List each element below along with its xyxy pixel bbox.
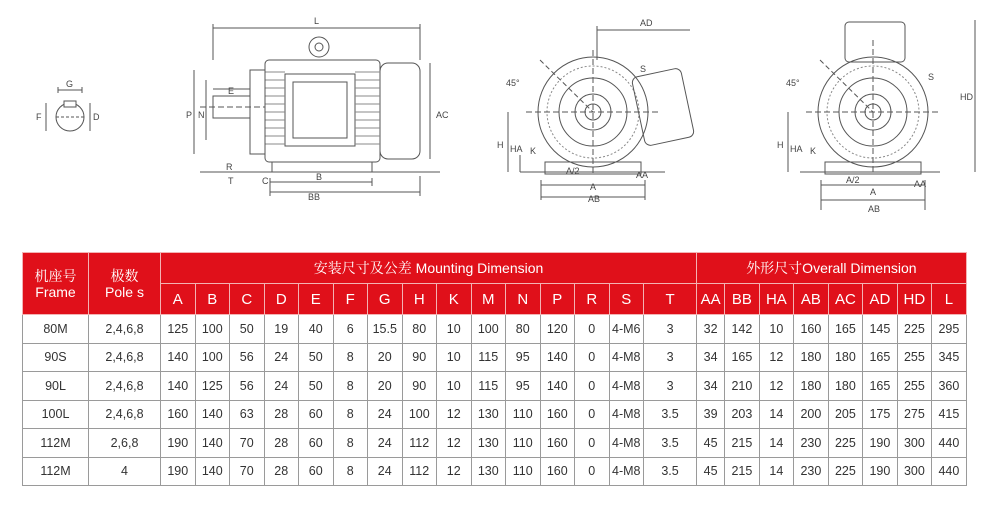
value-cell-e: 60 bbox=[299, 457, 334, 486]
drawing-label-hd: HD bbox=[960, 92, 973, 102]
value-cell-k: 10 bbox=[437, 315, 472, 344]
drawing-label-a-front: A bbox=[590, 182, 597, 192]
column-header-f: F bbox=[333, 284, 368, 315]
value-cell-ad: 190 bbox=[863, 457, 898, 486]
value-cell-p: 140 bbox=[540, 372, 575, 401]
value-cell-ad: 190 bbox=[863, 429, 898, 458]
value-cell-ab: 200 bbox=[794, 400, 829, 429]
value-cell-s: 4-M8 bbox=[609, 372, 644, 401]
value-cell-c: 56 bbox=[230, 343, 265, 372]
value-cell-p: 160 bbox=[540, 400, 575, 429]
value-cell-ac: 205 bbox=[828, 400, 863, 429]
frame-cell: 112M bbox=[23, 429, 89, 458]
value-cell-hd: 300 bbox=[897, 429, 932, 458]
value-cell-k: 12 bbox=[437, 429, 472, 458]
column-header-h: H bbox=[402, 284, 437, 315]
value-cell-ha: 14 bbox=[759, 457, 794, 486]
value-cell-n: 110 bbox=[506, 429, 541, 458]
drawing-label-ad: AD bbox=[640, 18, 653, 28]
value-cell-k: 10 bbox=[437, 372, 472, 401]
value-cell-aa: 39 bbox=[697, 400, 725, 429]
value-cell-bb: 215 bbox=[725, 457, 760, 486]
value-cell-l: 345 bbox=[932, 343, 967, 372]
pole-cell: 2,6,8 bbox=[89, 429, 161, 458]
column-header-ha: HA bbox=[759, 284, 794, 315]
column-header-d: D bbox=[264, 284, 299, 315]
value-cell-r: 0 bbox=[575, 400, 610, 429]
frame-cell: 90L bbox=[23, 372, 89, 401]
value-cell-e: 60 bbox=[299, 400, 334, 429]
drawing-label-n: N bbox=[198, 110, 205, 120]
value-cell-h: 90 bbox=[402, 372, 437, 401]
pole-cell: 2,4,6,8 bbox=[89, 372, 161, 401]
value-cell-ac: 180 bbox=[828, 343, 863, 372]
value-cell-a: 125 bbox=[161, 315, 196, 344]
column-header-n: N bbox=[506, 284, 541, 315]
value-cell-t: 3 bbox=[644, 343, 697, 372]
value-cell-k: 12 bbox=[437, 400, 472, 429]
column-header-s: S bbox=[609, 284, 644, 315]
value-cell-e: 50 bbox=[299, 343, 334, 372]
value-cell-ad: 175 bbox=[863, 400, 898, 429]
value-cell-bb: 165 bbox=[725, 343, 760, 372]
frame-cell: 112M bbox=[23, 457, 89, 486]
drawing-label-ha-front: HA bbox=[510, 144, 523, 154]
value-cell-t: 3.5 bbox=[644, 457, 697, 486]
technical-drawings bbox=[0, 0, 1000, 248]
value-cell-f: 8 bbox=[333, 400, 368, 429]
value-cell-ad: 165 bbox=[863, 372, 898, 401]
value-cell-bb: 215 bbox=[725, 429, 760, 458]
value-cell-p: 120 bbox=[540, 315, 575, 344]
value-cell-aa: 34 bbox=[697, 343, 725, 372]
value-cell-hd: 255 bbox=[897, 372, 932, 401]
value-cell-b: 100 bbox=[195, 343, 230, 372]
drawing-label-h-rear: H bbox=[777, 140, 784, 150]
drawing-label-aa-rear: AA bbox=[914, 179, 927, 189]
value-cell-d: 24 bbox=[264, 343, 299, 372]
value-cell-b: 140 bbox=[195, 400, 230, 429]
value-cell-r: 0 bbox=[575, 457, 610, 486]
value-cell-d: 24 bbox=[264, 372, 299, 401]
column-header-ac: AC bbox=[828, 284, 863, 315]
value-cell-ac: 225 bbox=[828, 429, 863, 458]
value-cell-aa: 45 bbox=[697, 429, 725, 458]
shaft-section-drawing bbox=[0, 0, 1000, 248]
value-cell-ac: 225 bbox=[828, 457, 863, 486]
value-cell-aa: 34 bbox=[697, 372, 725, 401]
value-cell-n: 110 bbox=[506, 457, 541, 486]
column-header-m: M bbox=[471, 284, 506, 315]
value-cell-n: 80 bbox=[506, 315, 541, 344]
pole-cell: 2,4,6,8 bbox=[89, 315, 161, 344]
value-cell-e: 40 bbox=[299, 315, 334, 344]
table-row bbox=[23, 457, 996, 486]
value-cell-n: 95 bbox=[506, 343, 541, 372]
drawing-label-a2-front: A/2 bbox=[566, 166, 580, 176]
value-cell-a: 160 bbox=[161, 400, 196, 429]
table-row bbox=[23, 315, 996, 344]
value-cell-bb: 203 bbox=[725, 400, 760, 429]
value-cell-a: 140 bbox=[161, 372, 196, 401]
column-header-ad: AD bbox=[863, 284, 898, 315]
drawing-label-a2-rear: A/2 bbox=[846, 175, 860, 185]
column-header-p: P bbox=[540, 284, 575, 315]
column-header-g: G bbox=[368, 284, 403, 315]
value-cell-c: 63 bbox=[230, 400, 265, 429]
value-cell-r: 0 bbox=[575, 343, 610, 372]
value-cell-p: 160 bbox=[540, 457, 575, 486]
drawing-label-h-front: H bbox=[497, 140, 504, 150]
value-cell-ha: 14 bbox=[759, 429, 794, 458]
value-cell-bb: 142 bbox=[725, 315, 760, 344]
frame-cell: 100L bbox=[23, 400, 89, 429]
value-cell-hd: 275 bbox=[897, 400, 932, 429]
table-row bbox=[23, 343, 996, 372]
value-cell-k: 10 bbox=[437, 343, 472, 372]
drawing-label-b: B bbox=[316, 172, 323, 182]
drawing-label-c: C bbox=[262, 176, 269, 186]
pole-cell: 2,4,6,8 bbox=[89, 343, 161, 372]
value-cell-b: 125 bbox=[195, 372, 230, 401]
drawing-label-t: T bbox=[228, 176, 234, 186]
drawing-label-f: F bbox=[36, 112, 42, 122]
value-cell-ab: 230 bbox=[794, 457, 829, 486]
value-cell-e: 50 bbox=[299, 372, 334, 401]
value-cell-g: 24 bbox=[368, 400, 403, 429]
drawing-label-e: E bbox=[228, 86, 235, 96]
drawing-label-ha-rear: HA bbox=[790, 144, 803, 154]
value-cell-ab: 160 bbox=[794, 315, 829, 344]
value-cell-d: 19 bbox=[264, 315, 299, 344]
rear-view-drawing bbox=[788, 20, 975, 210]
value-cell-f: 8 bbox=[333, 457, 368, 486]
frame-cell: 80M bbox=[23, 315, 89, 344]
pole-cell: 2,4,6,8 bbox=[89, 400, 161, 429]
value-cell-ha: 12 bbox=[759, 343, 794, 372]
value-cell-p: 140 bbox=[540, 343, 575, 372]
frame-header-en: Frame bbox=[35, 283, 76, 300]
value-cell-a: 140 bbox=[161, 343, 196, 372]
value-cell-c: 56 bbox=[230, 372, 265, 401]
value-cell-ab: 180 bbox=[794, 343, 829, 372]
value-cell-r: 0 bbox=[575, 429, 610, 458]
value-cell-e: 60 bbox=[299, 429, 334, 458]
value-cell-b: 100 bbox=[195, 315, 230, 344]
overall-dimension-header: 外形尺寸Overall Dimension bbox=[697, 253, 967, 284]
value-cell-m: 100 bbox=[471, 315, 506, 344]
table-row bbox=[23, 429, 996, 458]
table-body bbox=[23, 315, 996, 486]
column-header-ab: AB bbox=[794, 284, 829, 315]
column-header-e: E bbox=[299, 284, 334, 315]
value-cell-ha: 10 bbox=[759, 315, 794, 344]
value-cell-ad: 165 bbox=[863, 343, 898, 372]
drawing-label-45-rear: 45° bbox=[786, 78, 800, 88]
value-cell-m: 115 bbox=[471, 343, 506, 372]
value-cell-aa: 32 bbox=[697, 315, 725, 344]
pole-header-cn: 极数 bbox=[110, 267, 139, 284]
value-cell-g: 20 bbox=[368, 372, 403, 401]
value-cell-g: 24 bbox=[368, 457, 403, 486]
value-cell-r: 0 bbox=[575, 315, 610, 344]
value-cell-l: 440 bbox=[932, 429, 967, 458]
pole-cell: 4 bbox=[89, 457, 161, 486]
value-cell-m: 130 bbox=[471, 429, 506, 458]
value-cell-d: 28 bbox=[264, 400, 299, 429]
value-cell-ab: 230 bbox=[794, 429, 829, 458]
frame-cell: 90S bbox=[23, 343, 89, 372]
value-cell-h: 112 bbox=[402, 457, 437, 486]
column-header-row bbox=[23, 284, 996, 315]
value-cell-t: 3.5 bbox=[644, 400, 697, 429]
value-cell-a: 190 bbox=[161, 457, 196, 486]
value-cell-f: 6 bbox=[333, 315, 368, 344]
drawing-label-ab-front: AB bbox=[588, 194, 601, 204]
column-header-r: R bbox=[575, 284, 610, 315]
value-cell-c: 50 bbox=[230, 315, 265, 344]
value-cell-ac: 180 bbox=[828, 372, 863, 401]
drawing-label-ac: AC bbox=[436, 110, 449, 120]
drawing-label-p: P bbox=[186, 110, 193, 120]
frame-header bbox=[23, 253, 89, 315]
value-cell-a: 190 bbox=[161, 429, 196, 458]
front-view-drawing bbox=[508, 26, 695, 200]
column-header-c: C bbox=[230, 284, 265, 315]
value-cell-ab: 180 bbox=[794, 372, 829, 401]
value-cell-aa: 45 bbox=[697, 457, 725, 486]
column-header-hd: HD bbox=[897, 284, 932, 315]
value-cell-c: 70 bbox=[230, 457, 265, 486]
value-cell-hd: 300 bbox=[897, 457, 932, 486]
value-cell-hd: 225 bbox=[897, 315, 932, 344]
drawing-label-k-front: K bbox=[530, 146, 537, 156]
value-cell-s: 4-M8 bbox=[609, 400, 644, 429]
value-cell-hd: 255 bbox=[897, 343, 932, 372]
value-cell-ha: 14 bbox=[759, 400, 794, 429]
drawing-label-s-front: S bbox=[640, 64, 647, 74]
column-header-b: B bbox=[195, 284, 230, 315]
value-cell-c: 70 bbox=[230, 429, 265, 458]
drawing-label-45-front: 45° bbox=[506, 78, 520, 88]
pole-header-en: Pole s bbox=[105, 283, 144, 300]
value-cell-h: 100 bbox=[402, 400, 437, 429]
value-cell-k: 12 bbox=[437, 457, 472, 486]
value-cell-s: 4-M8 bbox=[609, 343, 644, 372]
drawing-label-bb: BB bbox=[308, 192, 321, 202]
value-cell-ha: 12 bbox=[759, 372, 794, 401]
column-header-k: K bbox=[437, 284, 472, 315]
value-cell-m: 115 bbox=[471, 372, 506, 401]
drawing-label-ab-rear: AB bbox=[868, 204, 881, 214]
value-cell-m: 130 bbox=[471, 457, 506, 486]
column-header-t: T bbox=[644, 284, 697, 315]
value-cell-f: 8 bbox=[333, 429, 368, 458]
value-cell-r: 0 bbox=[575, 372, 610, 401]
value-cell-p: 160 bbox=[540, 429, 575, 458]
value-cell-l: 415 bbox=[932, 400, 967, 429]
value-cell-s: 4-M8 bbox=[609, 457, 644, 486]
value-cell-ac: 165 bbox=[828, 315, 863, 344]
value-cell-s: 4-M6 bbox=[609, 315, 644, 344]
value-cell-h: 90 bbox=[402, 343, 437, 372]
column-header-bb: BB bbox=[725, 284, 760, 315]
drawing-label-k-rear: K bbox=[810, 146, 817, 156]
drawing-label-g: G bbox=[66, 79, 74, 89]
value-cell-h: 80 bbox=[402, 315, 437, 344]
drawing-label-d: D bbox=[93, 112, 100, 122]
value-cell-b: 140 bbox=[195, 429, 230, 458]
value-cell-n: 110 bbox=[506, 400, 541, 429]
value-cell-l: 360 bbox=[932, 372, 967, 401]
dimension-table bbox=[22, 252, 996, 486]
drawing-label-l: L bbox=[314, 16, 320, 26]
column-header-aa: AA bbox=[697, 284, 725, 315]
value-cell-d: 28 bbox=[264, 457, 299, 486]
drawing-label-r: R bbox=[226, 162, 233, 172]
value-cell-l: 295 bbox=[932, 315, 967, 344]
value-cell-g: 20 bbox=[368, 343, 403, 372]
value-cell-f: 8 bbox=[333, 372, 368, 401]
table-row bbox=[23, 372, 996, 401]
value-cell-g: 15.5 bbox=[368, 315, 403, 344]
value-cell-h: 112 bbox=[402, 429, 437, 458]
table-row bbox=[23, 400, 996, 429]
value-cell-d: 28 bbox=[264, 429, 299, 458]
value-cell-t: 3.5 bbox=[644, 429, 697, 458]
value-cell-b: 140 bbox=[195, 457, 230, 486]
value-cell-s: 4-M8 bbox=[609, 429, 644, 458]
mounting-dimension-header: 安装尺寸及公差 Mounting Dimension bbox=[161, 253, 697, 284]
value-cell-f: 8 bbox=[333, 343, 368, 372]
drawing-label-aa-front: AA bbox=[636, 170, 649, 180]
value-cell-bb: 210 bbox=[725, 372, 760, 401]
value-cell-n: 95 bbox=[506, 372, 541, 401]
column-header-a: A bbox=[161, 284, 196, 315]
drawing-label-s-rear: S bbox=[928, 72, 935, 82]
frame-header-cn: 机座号 bbox=[34, 267, 77, 284]
drawing-label-a-rear: A bbox=[870, 187, 877, 197]
value-cell-t: 3 bbox=[644, 372, 697, 401]
value-cell-ad: 145 bbox=[863, 315, 898, 344]
column-header-l: L bbox=[932, 284, 967, 315]
pole-header bbox=[89, 253, 161, 315]
value-cell-t: 3 bbox=[644, 315, 697, 344]
value-cell-g: 24 bbox=[368, 429, 403, 458]
value-cell-m: 130 bbox=[471, 400, 506, 429]
value-cell-l: 440 bbox=[932, 457, 967, 486]
